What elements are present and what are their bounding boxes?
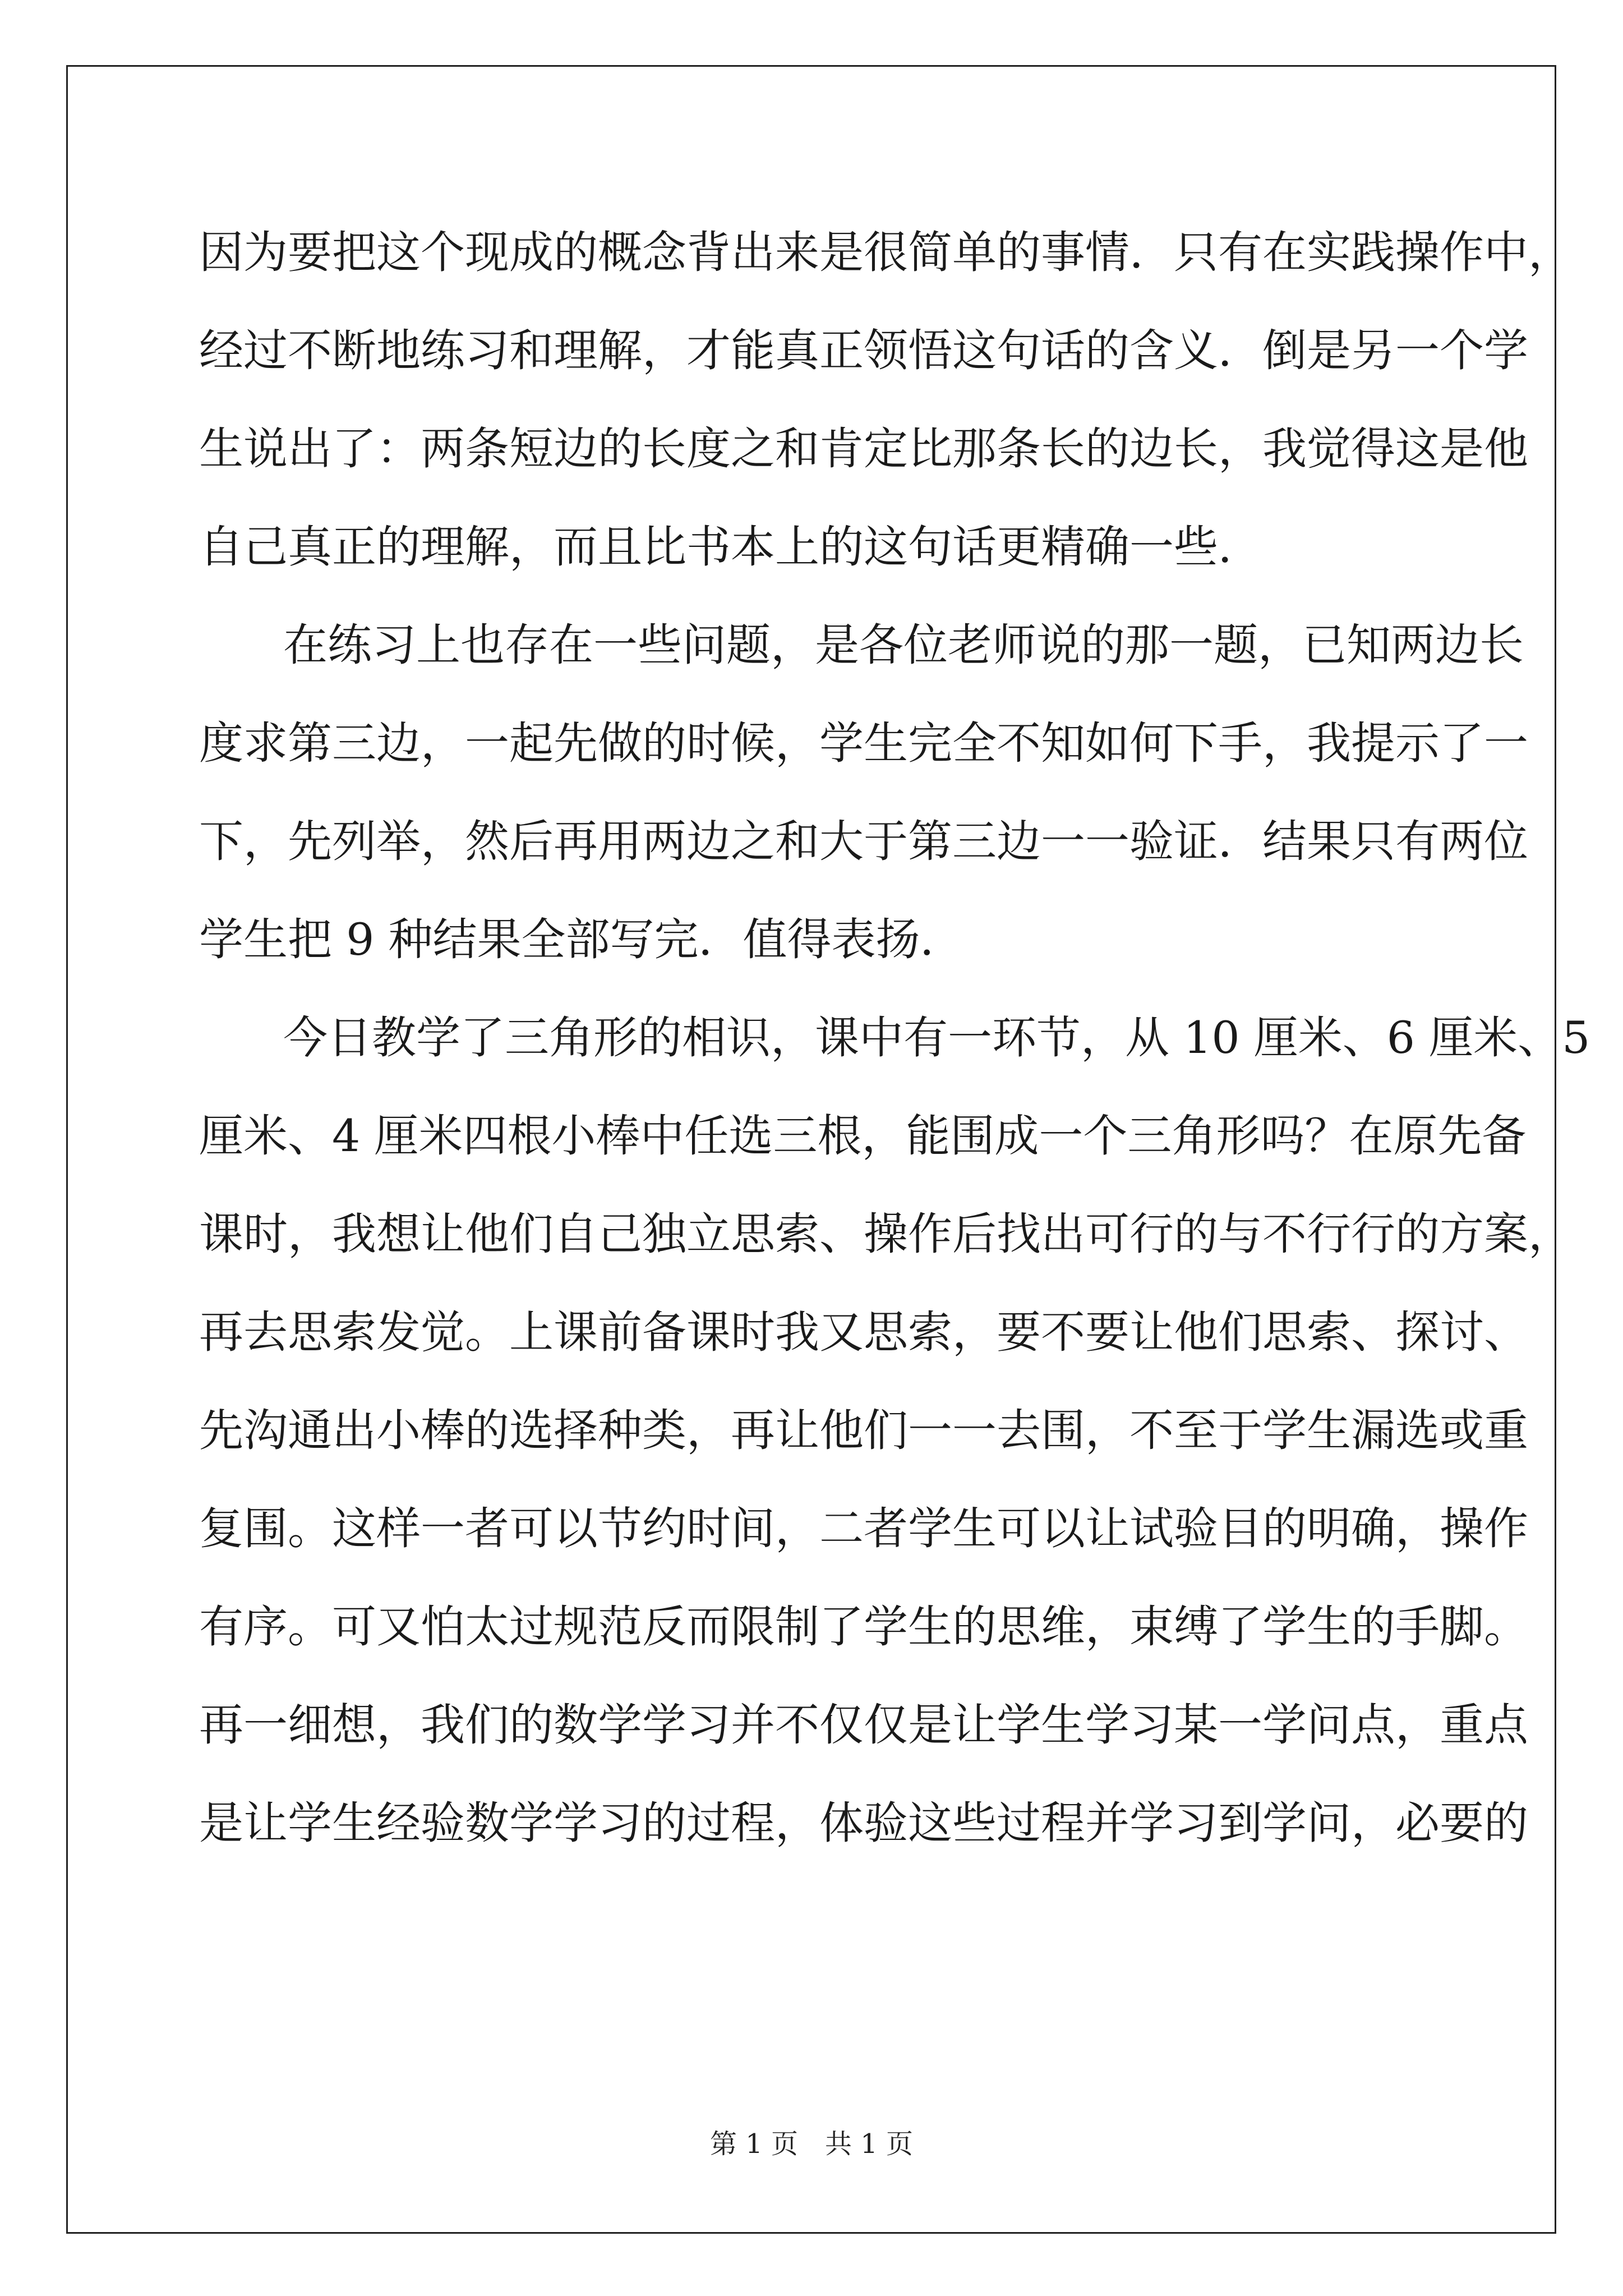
text-line: 有序。可又怕太过规范反而限制了学生的思维，束缚了学生的手脚。 <box>199 1601 1528 1653</box>
text-line: 因为要把这个现成的概念背出来是很简单的事情．只有在实践操作中， <box>199 227 1573 278</box>
text-line: 再一细想，我们的数学学习并不仅仅是让学生学习某一学问点，重点 <box>199 1699 1528 1751</box>
text-line: 今日教学了三角形的相识，课中有一环节，从 10 厘米、6 厘米、5 <box>283 1012 1590 1064</box>
text-line: 度求第三边，一起先做的时候，学生完全不知如何下手，我提示了一 <box>199 717 1528 769</box>
text-line: 经过不断地练习和理解，才能真正领悟这句话的含义．倒是另一个学 <box>199 325 1528 376</box>
text-line: 厘米、4 厘米四根小棒中任选三根，能围成一个三角形吗？在原先备 <box>199 1110 1527 1162</box>
text-line: 自己真正的理解，而且比书本上的这句话更精确一些． <box>199 521 1262 573</box>
page-footer: 第 1 页 共 1 页 <box>709 2128 914 2160</box>
text-line: 下，先列举，然后再用两边之和大于第三边一一验证．结果只有两位 <box>199 816 1528 867</box>
text-line: 复围。这样一者可以节约时间，二者学生可以让试验目的明确，操作 <box>199 1503 1528 1554</box>
text-line: 先沟通出小棒的选择种类，再让他们一一去围，不至于学生漏选或重 <box>199 1405 1528 1456</box>
text-line: 课时，我想让他们自己独立思索、操作后找出可行的与不行行的方案， <box>199 1208 1573 1260</box>
text-line: 学生把 9 种结果全部写完．值得表扬． <box>199 914 965 965</box>
text-line: 生说出了：两条短边的长度之和肯定比那条长的边长，我觉得这是他 <box>199 423 1528 475</box>
text-line: 是让学生经验数学学习的过程，体验这些过程并学习到学问，必要的 <box>199 1797 1528 1849</box>
text-line: 再去思索发觉。上课前备课时我又思索，要不要让他们思索、探讨、 <box>199 1306 1528 1358</box>
text-line: 在练习上也存在一些问题，是各位老师说的那一题，已知两边长 <box>283 619 1524 671</box>
